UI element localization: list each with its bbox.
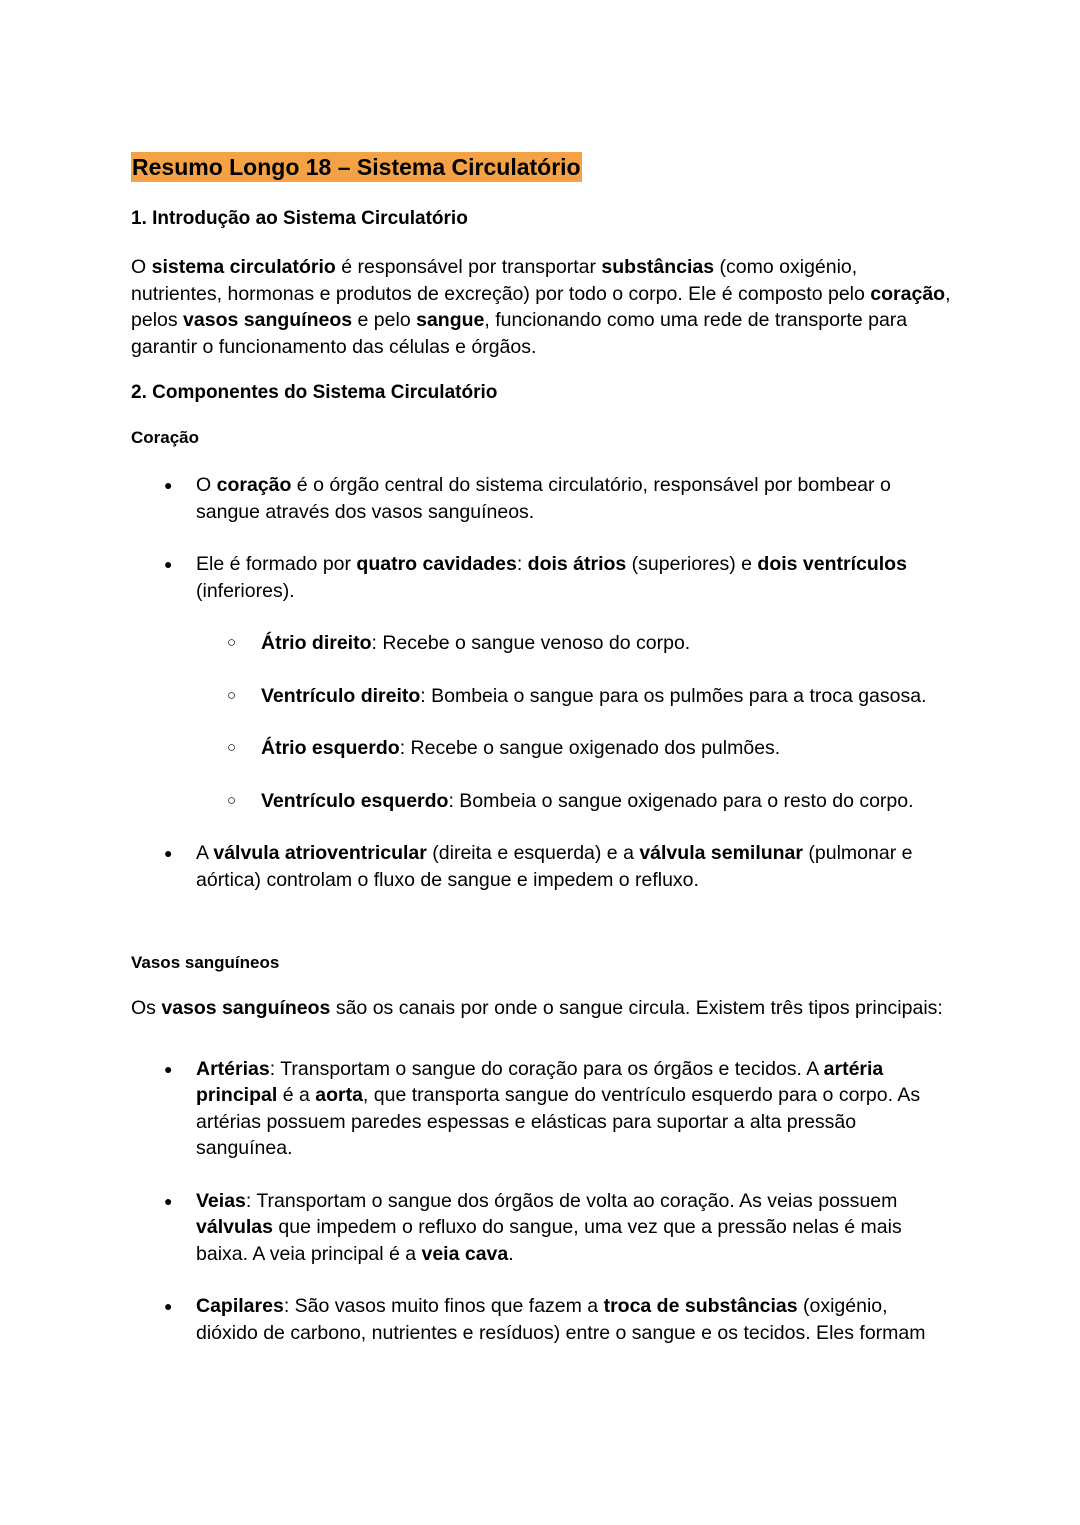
coracao-heading: Coração [131, 428, 200, 447]
document-title: Resumo Longo 18 – Sistema Circulatório [132, 154, 581, 180]
sub-list-item: ○ Átrio direito: Recebe o sangue venoso do corpo. [131, 630, 951, 657]
list-item: ● Artérias: Transportam o sangue do coração para os órgãos e tecidos. A artéria principal é a aorta, que transporta sangue do ventrículo esquerdo para o corpo. As artérias possuem paredes espessas e elásticas para suportar a alta pressão sanguínea. [131, 1056, 951, 1162]
list-item: ● Veias: Transportam o sangue dos órgãos de volta ao coração. As veias possuem válvulas que impedem o refluxo do sangue, uma vez que a pressão nelas é mais baixa. A veia principal é a veia cava. [131, 1188, 951, 1268]
intro-paragraph: O sistema circulatório é responsável por transportar substâncias (como oxigénio, nutrientes, hormonas e produtos de excreção) por todo o corpo. Ele é composto pelo coração, pelos vasos sanguíneos e pelo sangue, funcionando como uma rede de transporte para garantir o funcionamento das células e órgãos. [131, 256, 951, 358]
list-item: ● Ele é formado por quatro cavidades: dois átrios (superiores) e dois ventrículos (inferiores). [131, 551, 951, 604]
list-item: ● Capilares: São vasos muito finos que fazem a troca de substâncias (oxigénio, dióxido de carbono, nutrientes e resíduos) entre o sangue e os tecidos. Eles formam [131, 1293, 951, 1346]
section-1-heading: 1. Introdução ao Sistema Circulatório [131, 208, 468, 229]
list-item: ● A válvula atrioventricular (direita e esquerda) e a válvula semilunar (pulmonar e aórtica) controlam o fluxo de sangue e impedem o refluxo. [131, 840, 951, 893]
document-page [131, 152, 951, 1346]
sub-list-item: ○ Ventrículo esquerdo: Bombeia o sangue oxigenado para o resto do corpo. [131, 788, 951, 815]
vasos-list [131, 1056, 951, 1347]
coracao-list [131, 472, 951, 893]
section-2-heading: 2. Componentes do Sistema Circulatório [131, 382, 498, 403]
sub-list-item: ○ Átrio esquerdo: Recebe o sangue oxigenado dos pulmões. [131, 735, 951, 762]
sub-list-item: ○ Ventrículo direito: Bombeia o sangue para os pulmões para a troca gasosa. [131, 683, 951, 710]
list-item: ● O coração é o órgão central do sistema circulatório, responsável por bombear o sangue através dos vasos sanguíneos. [131, 472, 951, 525]
vasos-heading: Vasos sanguíneos [131, 953, 280, 972]
vasos-intro-paragraph: Os vasos sanguíneos são os canais por onde o sangue circula. Existem três tipos principais: [131, 997, 943, 1019]
